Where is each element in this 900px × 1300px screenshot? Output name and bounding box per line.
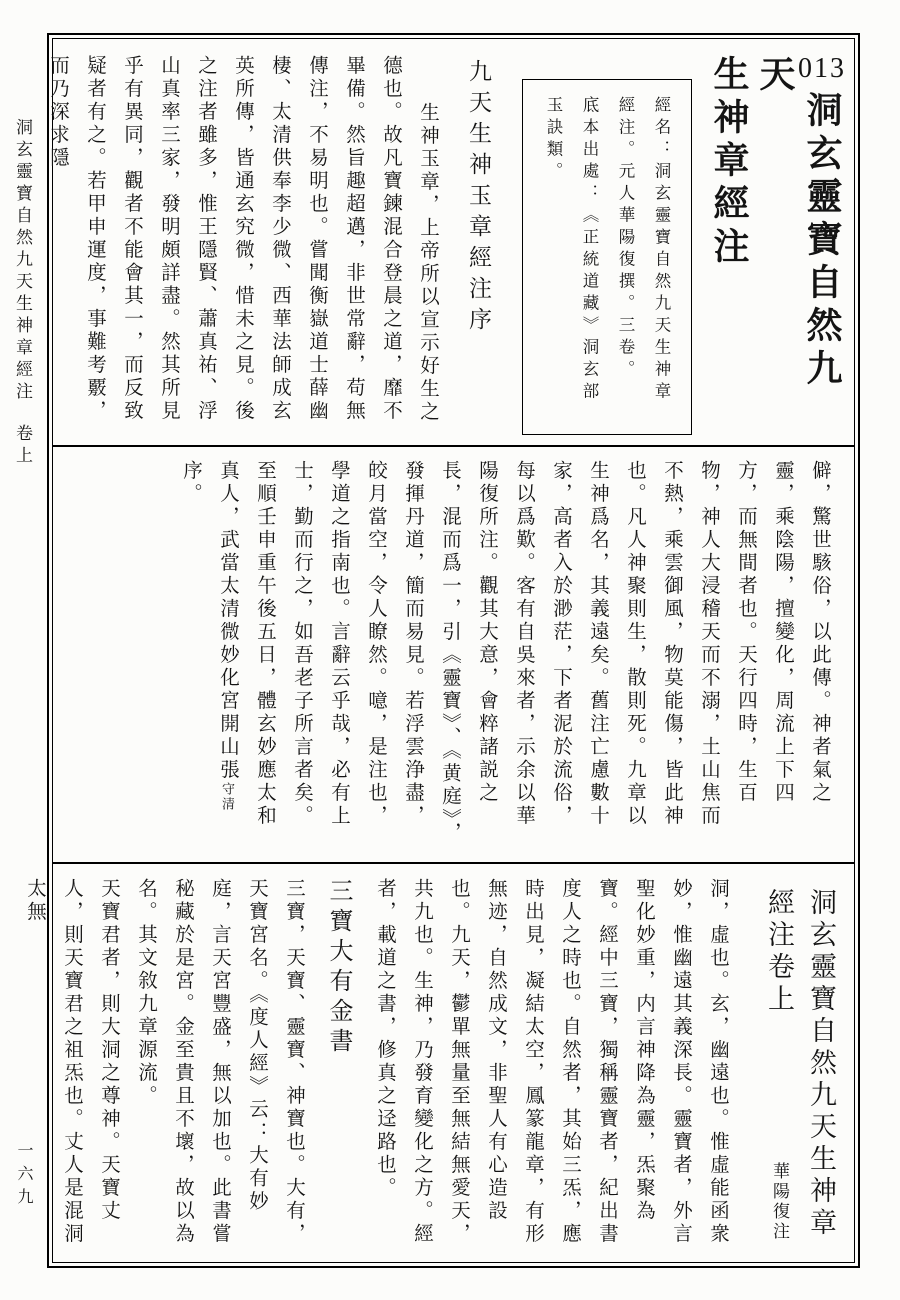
chapter-title-column-2 bbox=[758, 888, 800, 1250]
page-frame-inner bbox=[24, 38, 855, 1263]
book-title-line2: 生神章經注 bbox=[709, 55, 749, 270]
edition-note-title: 經名：洞玄靈寶自然九天生神章經注。元人華陽復撰。三卷。 bbox=[616, 96, 671, 404]
preface-title: 九天生神玉章經注序 bbox=[466, 59, 491, 338]
chapter-title-line2: 經注卷上 bbox=[764, 888, 794, 1016]
commentary-paragraph-2: 三寶，天寶、靈寶、神寶也。大有，天寶宮名。《度人經》云：大有妙庭，言天宮豐盛，無以加也。此書嘗秘藏於是宮。金至貴且不壞，故以為名。其文敘九章源流。 bbox=[135, 878, 304, 1246]
book-title-column-1 bbox=[752, 55, 846, 433]
running-title-volume: 卷上 bbox=[13, 424, 32, 468]
edition-note-source: 底本出處：《正統道藏》洞玄部玉訣類。 bbox=[544, 96, 599, 404]
preface-continued-text: 僻，驚世駭俗，以此傳。神者氣之靈，乘陰陽，擅變化，周流上下四方，而無間者也。天行四時，生百物，神人大浸稽天而不溺，土山焦而不熱，乘雲御風，物莫能傷，皆此神也。凡人神聚則生，散則死。九章以生神爲名，其義遠矣。舊注亡慮數十家，高者入於渺茫，下者泥於流俗，每以爲歎。客有自吳來者，示余以華陽復所注。觀其大意，會粹諸説之長，混而爲一，引《靈寶》、《黄庭》，發揮丹道，簡而易見。若浮雲浄盡，皎月當空，令人瞭然。噫，是注也，學道之指南也。言辭云乎哉，必有上士，勤而行之，如吾老子所言者矣。至順壬申重午後五日，體玄妙應太和真人，武當太清微妙化宮開山張 bbox=[217, 460, 830, 845]
book-title bbox=[706, 55, 846, 433]
chapter-byline: 華陽復注 bbox=[770, 1162, 789, 1242]
signature-small-name: 守清 bbox=[220, 782, 235, 812]
chapter-section bbox=[24, 862, 854, 1262]
preface-continued-section bbox=[53, 445, 854, 862]
preface-paragraph-continued bbox=[172, 460, 838, 850]
header-section bbox=[47, 39, 854, 445]
chapter-title bbox=[758, 888, 842, 1250]
commentary-paragraph-3: 天寶君者，則大洞之尊神。天寶丈人，則天寶君之祖炁也。丈人是混洞太無 bbox=[24, 878, 119, 1246]
folio-number: 一六九 bbox=[15, 1142, 32, 1211]
page-frame bbox=[24, 33, 860, 1268]
running-title bbox=[9, 118, 35, 468]
commentary-paragraph-1: 洞，虛也。玄，幽遠也。惟虛能函衆妙，惟幽遠其義深長。靈寶者，外言聖化妙重，内言神降為靈，炁聚為寶。經中三寶，獨稱靈寶者，紀出書度人之時也。自然者，其始三炁，應時出見，凝結太空，鳳篆龍章，有形無迹，自然成文，非聖人有心造設也。九天，鬱單無量至無結無愛天，共九也。生神，乃發育變化之方。經者，載道之書，修真之迳路也。 bbox=[374, 878, 728, 1246]
preface-paragraph: 生神玉章，上帝所以宣示好生之德也。故凡寶鍊混合登晨之道，靡不畢備。然旨趣超邁，非世常辭，苟無傳注，不易明也。嘗聞衡嶽道士薛幽棲、太清供奉李少微、西華法師成玄英所傳，皆通玄究微，惜未之見。後之注者雖多，惟王隱賢、蕭真祐、浮山真率三家，發明頗詳盡。然其所見乎有異同，觀者不能會其一，而反致疑者有之。若甲申運度，事難考覈，而乃深求隱 bbox=[47, 55, 438, 424]
chapter-title-column-1 bbox=[800, 888, 842, 1250]
book-title-column-2 bbox=[706, 55, 752, 433]
edition-note-box bbox=[522, 79, 692, 435]
book-title-line1: 洞玄靈寶自然九天 bbox=[755, 55, 842, 392]
scripture-heading: 三寶大有金書 bbox=[325, 878, 351, 1058]
chapter-title-line1: 洞玄靈寶自然九天生神章 bbox=[806, 888, 836, 1240]
running-title-text: 洞玄靈寶自然九天生神章經注 bbox=[13, 118, 32, 404]
catalog-number: 013 bbox=[798, 53, 846, 84]
preface-closing: 序。 bbox=[180, 460, 201, 506]
